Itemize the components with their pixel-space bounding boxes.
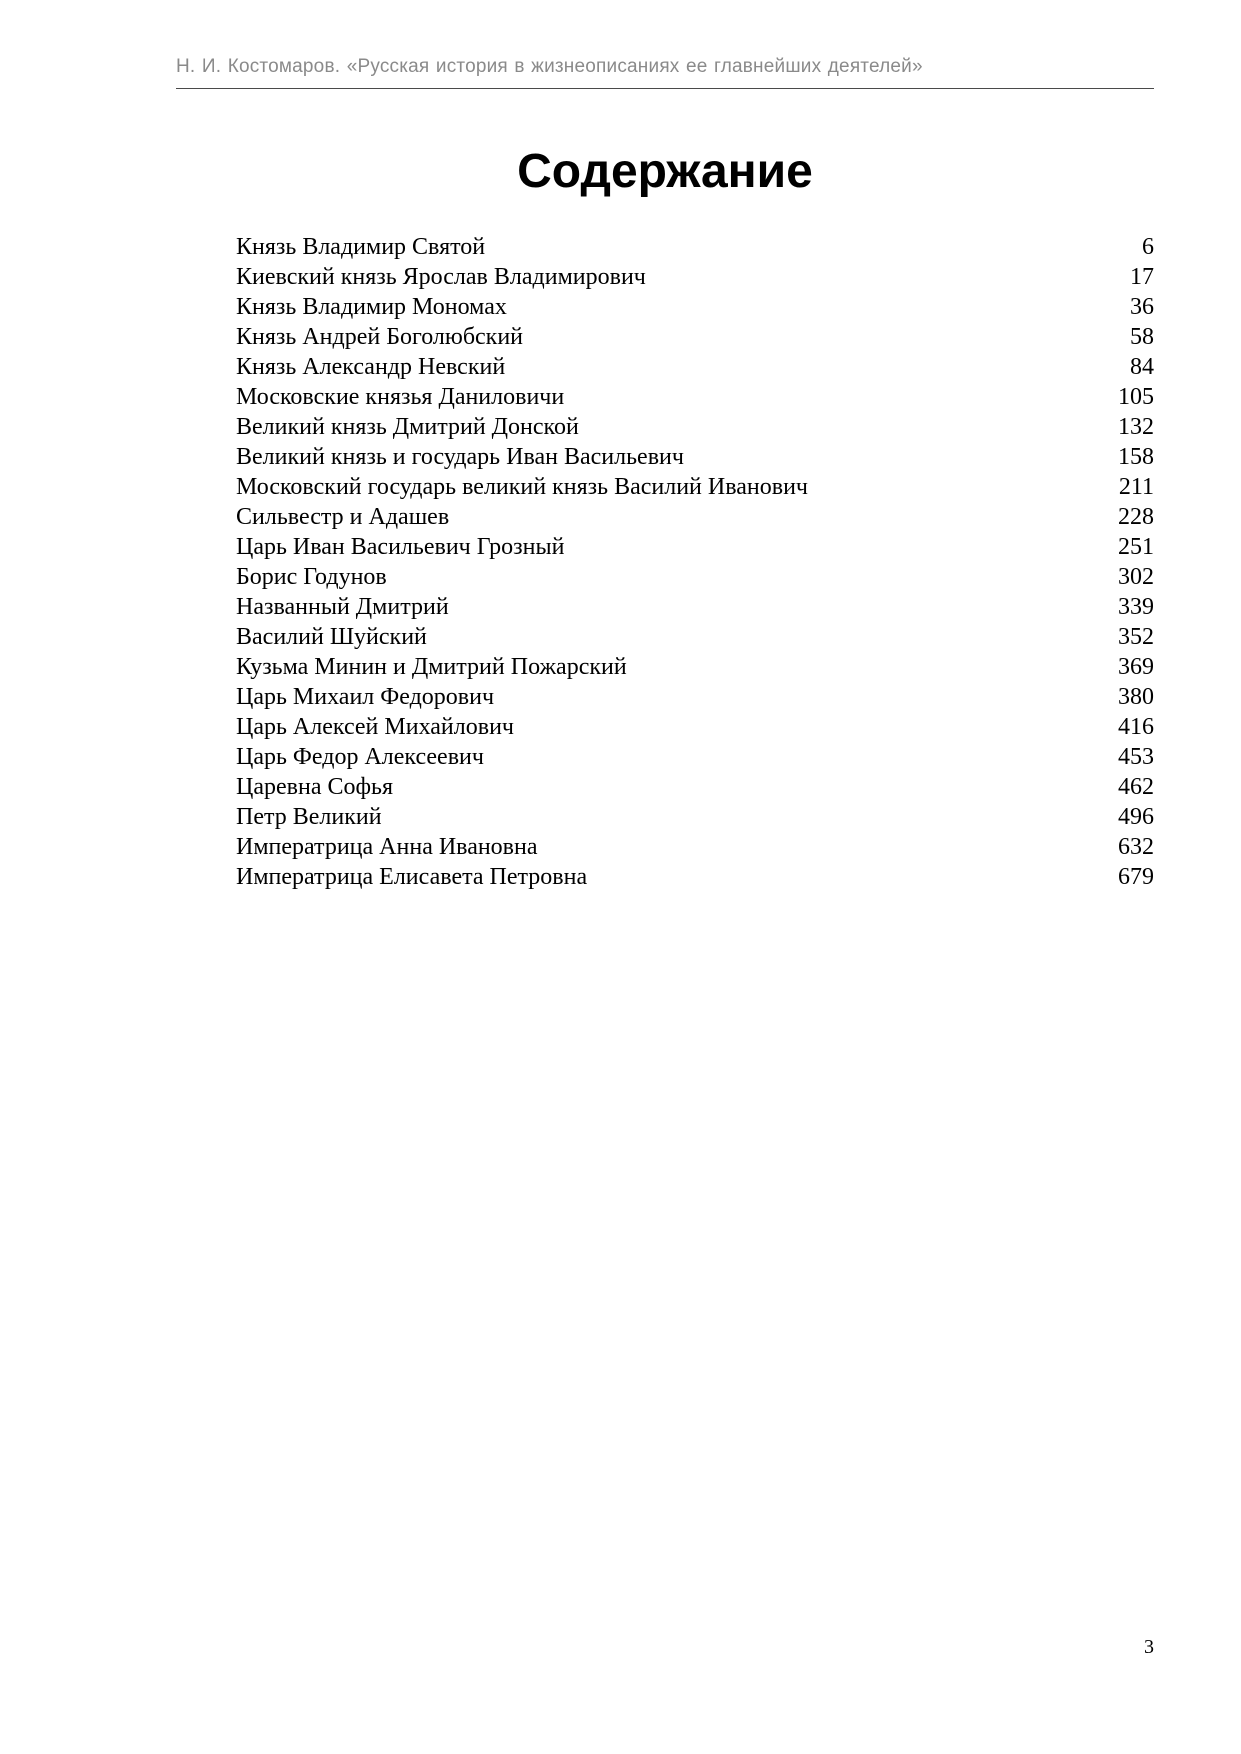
toc-entry-page: 105 (1118, 384, 1154, 410)
header-rule (176, 88, 1154, 89)
toc-entry-page: 632 (1118, 834, 1154, 860)
toc-entry-title: Московские князья Даниловичи (236, 384, 565, 410)
toc-entry-title: Царь Федор Алексеевич (236, 744, 484, 770)
toc-entry-title: Князь Владимир Святой (236, 234, 486, 260)
toc-entry[interactable] (236, 772, 1154, 802)
toc-entry-title: Императрица Анна Ивановна (236, 834, 538, 860)
toc-entry-page: 380 (1118, 684, 1154, 710)
toc-entry[interactable] (236, 832, 1154, 862)
toc-entry[interactable] (236, 412, 1154, 442)
toc-entry[interactable] (236, 532, 1154, 562)
toc-entry-title: Князь Андрей Боголюбский (236, 324, 524, 350)
toc-entry-page: 58 (1130, 324, 1154, 350)
toc-entry[interactable] (236, 502, 1154, 532)
toc-entry[interactable] (236, 262, 1154, 292)
toc-entry-page: 6 (1142, 234, 1154, 260)
toc-entry[interactable] (236, 802, 1154, 832)
running-header: Н. И. Костомаров. «Русская история в жизнеописаниях ее главнейших деятелей» (176, 56, 923, 77)
toc-entry[interactable] (236, 442, 1154, 472)
toc-entry-title: Киевский князь Ярослав Владимирович (236, 264, 646, 290)
toc-entry-title: Императрица Елисавета Петровна (236, 864, 588, 890)
toc-entry[interactable] (236, 562, 1154, 592)
toc-entry[interactable] (236, 292, 1154, 322)
toc-entry-title: Царь Алексей Михайлович (236, 714, 514, 740)
toc-entry-title: Московский государь великий князь Василий Иванович (236, 474, 808, 500)
toc-entry-page: 211 (1118, 474, 1154, 500)
toc-entry-title: Кузьма Минин и Дмитрий Пожарский (236, 654, 627, 680)
toc-entry-title: Великий князь Дмитрий Донской (236, 414, 579, 440)
page-title: Содержание (517, 145, 813, 198)
toc-entry-page: 453 (1118, 744, 1154, 770)
page-number: 3 (1144, 1636, 1154, 1658)
toc-entry-title: Царь Иван Васильевич Грозный (236, 534, 565, 560)
toc-entry-page: 339 (1118, 594, 1154, 620)
toc-entry-page: 84 (1130, 354, 1154, 380)
toc-entry-page: 132 (1118, 414, 1154, 440)
toc-entry[interactable] (236, 322, 1154, 352)
toc-entry[interactable] (236, 382, 1154, 412)
toc-entry[interactable] (236, 742, 1154, 772)
toc-entry[interactable] (236, 472, 1154, 502)
toc-entry-page: 679 (1118, 864, 1154, 890)
toc-entry-title: Великий князь и государь Иван Васильевич (236, 444, 684, 470)
toc-entry-title: Царевна Софья (236, 774, 394, 800)
toc-entry[interactable] (236, 622, 1154, 652)
toc-entry-page: 251 (1118, 534, 1154, 560)
toc-entry[interactable] (236, 862, 1154, 892)
toc-entry-page: 416 (1118, 714, 1154, 740)
toc-entry[interactable] (236, 352, 1154, 382)
toc-entry-title: Борис Годунов (236, 564, 387, 590)
toc-entry-title: Василий Шуйский (236, 624, 427, 650)
toc-entry-title: Князь Владимир Мономах (236, 294, 507, 320)
toc-entry-page: 17 (1130, 264, 1154, 290)
toc-entry-page: 462 (1118, 774, 1154, 800)
toc-entry[interactable] (236, 652, 1154, 682)
toc-entry-page: 228 (1118, 504, 1154, 530)
toc-entry-title: Царь Михаил Федорович (236, 684, 495, 710)
toc-entry-title: Петр Великий (236, 804, 382, 830)
toc-entry-page: 158 (1118, 444, 1154, 470)
toc-entry[interactable] (236, 232, 1154, 262)
toc-entry[interactable] (236, 682, 1154, 712)
toc-entry-title: Князь Александр Невский (236, 354, 506, 380)
toc-entry-title: Названный Дмитрий (236, 594, 449, 620)
toc-entry-page: 496 (1118, 804, 1154, 830)
toc-entry-title: Сильвестр и Адашев (236, 504, 450, 530)
toc-entry-page: 36 (1130, 294, 1154, 320)
toc-entry-page: 369 (1118, 654, 1154, 680)
toc-entry-page: 302 (1118, 564, 1154, 590)
toc-entry[interactable] (236, 592, 1154, 622)
table-of-contents (236, 232, 1154, 892)
toc-entry[interactable] (236, 712, 1154, 742)
toc-entry-page: 352 (1118, 624, 1154, 650)
